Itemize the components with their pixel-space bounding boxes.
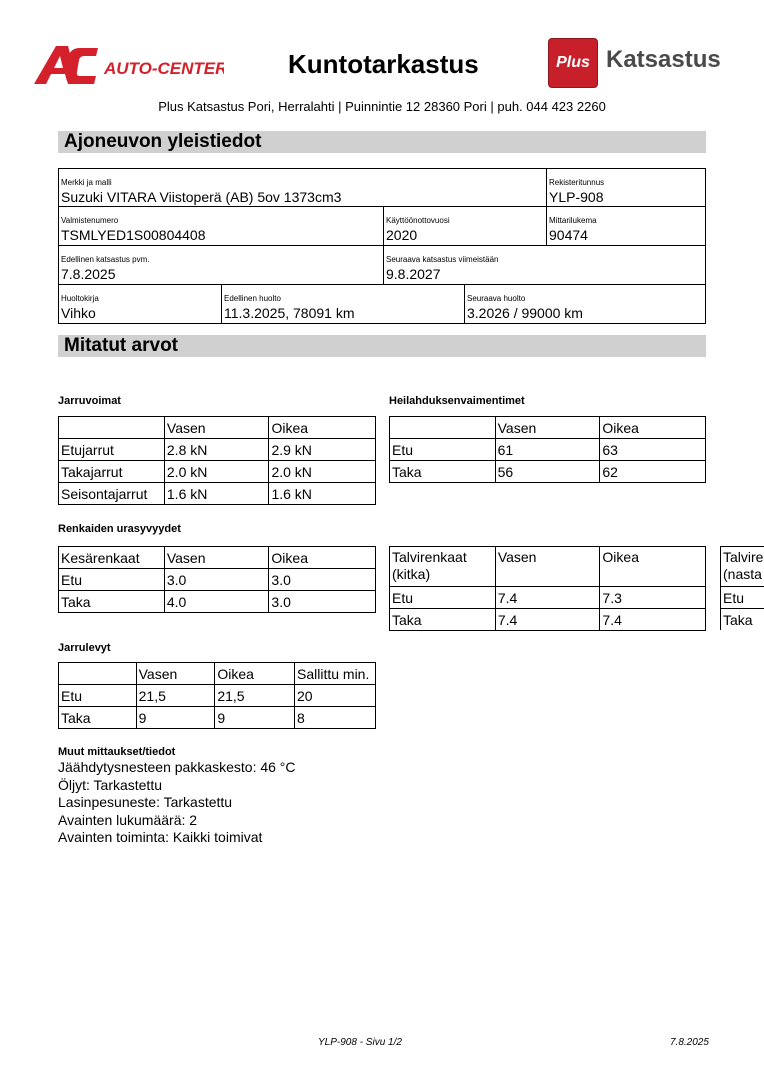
plus-katsastus-logo [548, 38, 730, 88]
year-cell [383, 207, 546, 245]
table-cell: 2.0 kN [269, 461, 376, 483]
table-cell: 3.0 [269, 569, 376, 591]
brake-discs-heading: Jarrulevyt [58, 642, 111, 654]
table-cell: 1.6 kN [269, 483, 376, 505]
prev-inspection-cell [59, 246, 383, 284]
table-cell: Seisontajarrut [59, 483, 165, 505]
prev-service-cell [221, 285, 464, 323]
vehicle-info-grid [58, 168, 706, 324]
table-cell: Taka [59, 707, 137, 729]
shock-absorbers-heading: Heilahduksenvaimentimet [389, 395, 525, 407]
vin-value: TSMLYED1S00804408 [61, 227, 206, 243]
winter-friction-tires-table [389, 546, 706, 631]
katsastus-wordmark: Katsastus [606, 46, 721, 73]
next-inspection-cell [383, 246, 705, 284]
next-service-label: Seuraava huolto [467, 294, 526, 303]
next-service-value: 3.2026 / 99000 km [467, 305, 583, 321]
header-cell: Vasen [164, 547, 269, 569]
table-header-row [390, 547, 706, 587]
table-cell: Takajarrut [59, 461, 165, 483]
section-title-measurements: Mitatut arvot [58, 335, 706, 357]
table-cell: 56 [495, 461, 600, 483]
document-title: Kuntotarkastus [288, 49, 479, 79]
auto-center-logo [34, 44, 224, 86]
table-cell: Etu [59, 569, 165, 591]
table-header-row [59, 663, 376, 685]
plus-badge: Plus [548, 38, 598, 88]
table-cell: 9 [215, 707, 295, 729]
other-measurements [58, 746, 296, 847]
table-row [59, 569, 376, 591]
table-cell: 7.4 [495, 609, 600, 631]
info-row [58, 246, 706, 285]
header-cell: Vasen [136, 663, 215, 685]
year-value: 2020 [386, 227, 418, 243]
header-cell: Talvire (nasta [721, 547, 764, 587]
table-cell: 21,5 [136, 685, 215, 707]
list-item: Öljyt: Tarkastettu [58, 776, 163, 793]
table-cell: Taka [721, 609, 764, 631]
header-cell: Oikea [600, 417, 706, 439]
table-cell: 20 [295, 685, 376, 707]
table-cell: 7.4 [600, 609, 706, 631]
section-title-vehicle: Ajoneuvon yleistiedot [58, 131, 706, 153]
table-row [390, 609, 706, 631]
table-cell: 2.0 kN [164, 461, 269, 483]
prev-inspection-label: Edellinen katsastus pvm. [61, 255, 150, 264]
table-cell: 2.9 kN [269, 439, 376, 461]
service-book-label: Huoltokirja [61, 294, 99, 303]
tire-tread-heading: Renkaiden urasyvyydet [58, 523, 181, 535]
next-inspection-value: 9.8.2027 [386, 266, 441, 282]
header-cell: Sallittu min. [295, 663, 376, 685]
info-row [58, 207, 706, 246]
table-cell: Taka [390, 461, 496, 483]
header-cell [59, 663, 137, 685]
table-row [59, 483, 376, 505]
table-header-row [390, 417, 706, 439]
contact-line: Plus Katsastus Pori, Herralahti | Puinnintie 12 28360 Pori | puh. 044 423 2260 [158, 99, 606, 114]
table-cell: 8 [295, 707, 376, 729]
header-cell: Vasen [495, 547, 600, 587]
table-header-row [59, 547, 376, 569]
table-cell: Etu [390, 587, 496, 609]
prev-inspection-value: 7.8.2025 [61, 266, 116, 282]
header-cell: Oikea [269, 417, 376, 439]
make-model-value: Suzuki VITARA Viistoperä (AB) 5ov 1373cm3 [61, 189, 342, 205]
list-item: Avainten lukumäärä: 2 [58, 811, 198, 828]
table-row [59, 685, 376, 707]
table-row [59, 591, 376, 613]
table-row [721, 587, 764, 609]
odometer-value: 90474 [549, 227, 588, 243]
list-item: Jäähdytysnesteen pakkaskesto: 46 °C [58, 759, 296, 775]
table-cell: Etujarrut [59, 439, 165, 461]
winter-studded-tires-table [720, 546, 764, 630]
header-cell [59, 417, 165, 439]
other-measurements-heading: Muut mittaukset/tiedot [58, 746, 176, 758]
registration-label: Rekisteritunnus [549, 178, 605, 187]
next-inspection-label: Seuraava katsastus viimeistään [386, 255, 499, 264]
info-row [58, 285, 706, 324]
registration-cell [546, 169, 705, 206]
prev-service-value: 11.3.2025, 78091 km [224, 305, 355, 321]
table-row [59, 461, 376, 483]
header-cell: Oikea [269, 547, 376, 569]
info-row [58, 168, 706, 207]
table-cell: 3.0 [269, 591, 376, 613]
table-cell: 3.0 [164, 569, 269, 591]
table-cell: Etu [390, 439, 496, 461]
table-cell: 63 [600, 439, 706, 461]
footer-page-number: YLP-908 - Sivu 1/2 [318, 1037, 402, 1048]
table-row [390, 587, 706, 609]
table-row [59, 707, 376, 729]
service-book-value: Vihko [61, 305, 96, 321]
header-cell [390, 417, 496, 439]
header-cell: Kesärenkaat [59, 547, 165, 569]
service-book-cell [59, 285, 221, 323]
list-item: Avainten toiminta: Kaikki toimivat [58, 829, 263, 845]
header-cell: Vasen [495, 417, 600, 439]
registration-value: YLP-908 [549, 189, 604, 205]
list-item: Lasinpesuneste: Tarkastettu [58, 794, 233, 810]
shock-absorbers-table [389, 416, 706, 483]
table-row [390, 439, 706, 461]
vin-label: Valmistenumero [61, 216, 119, 225]
brake-forces-heading: Jarruvoimat [58, 395, 121, 407]
table-row [721, 609, 764, 631]
header-cell: Talvirenkaat (kitka) [390, 547, 496, 587]
table-cell: 61 [495, 439, 600, 461]
make-model-cell [59, 169, 546, 206]
table-cell: 2.8 kN [164, 439, 269, 461]
winter-studded-tires-clip [720, 546, 764, 630]
vin-cell [59, 207, 383, 245]
table-header-row [721, 547, 764, 587]
table-row [59, 439, 376, 461]
odometer-label: Mittarilukema [549, 216, 597, 225]
table-cell: Etu [59, 685, 137, 707]
table-header-row [59, 417, 376, 439]
odometer-cell [546, 207, 705, 245]
year-label: Käyttöönottovuosi [386, 216, 450, 225]
table-row [390, 461, 706, 483]
table-cell: 7.3 [600, 587, 706, 609]
table-cell: Taka [390, 609, 496, 631]
brake-discs-table [58, 662, 376, 729]
prev-service-label: Edellinen huolto [224, 294, 281, 303]
footer-date: 7.8.2025 [670, 1037, 709, 1048]
table-cell: 1.6 kN [164, 483, 269, 505]
make-model-label: Merkki ja malli [61, 178, 112, 187]
header-cell: Vasen [164, 417, 269, 439]
table-cell: 4.0 [164, 591, 269, 613]
header-cell: Oikea [215, 663, 295, 685]
table-cell: 62 [600, 461, 706, 483]
table-cell: Etu [721, 587, 764, 609]
auto-center-wordmark: AUTO-CENTER [104, 59, 224, 78]
table-cell: 9 [136, 707, 215, 729]
table-cell: 21,5 [215, 685, 295, 707]
header-cell: Oikea [600, 547, 706, 587]
table-cell: 7.4 [495, 587, 600, 609]
brake-forces-table [58, 416, 376, 505]
summer-tires-table [58, 546, 376, 613]
table-cell: Taka [59, 591, 165, 613]
next-service-cell [464, 285, 705, 323]
